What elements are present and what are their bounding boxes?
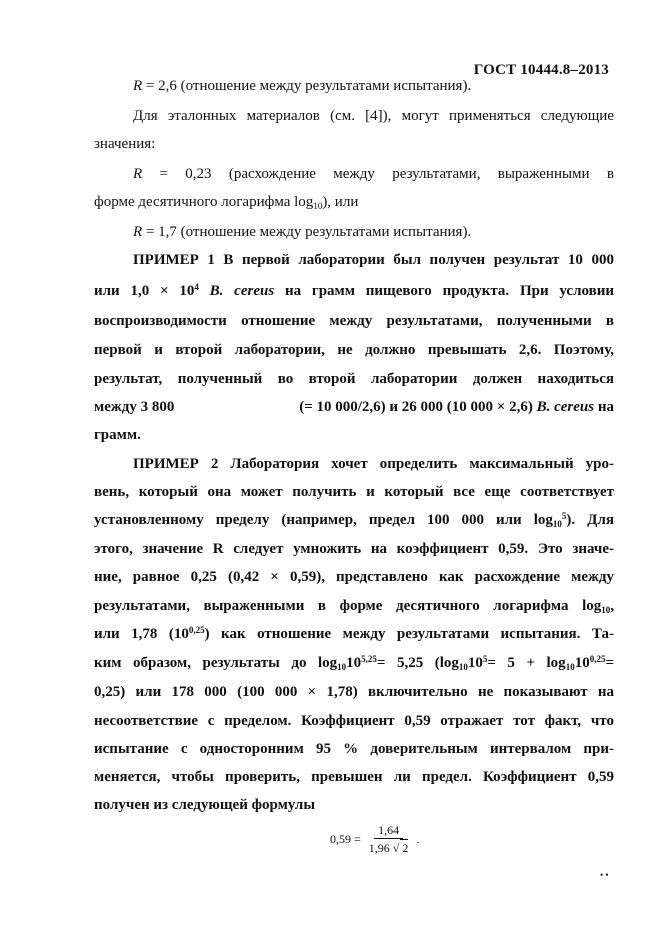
subscript: 10	[458, 662, 468, 672]
r-variable: R	[133, 166, 143, 182]
formula-numerator: 1,64	[374, 822, 403, 839]
text-span: ). Для	[566, 512, 614, 528]
example2-line5: ние, равное 0,25 (0,42 × 0,59), представлено как расхождение между	[94, 569, 614, 585]
example1-line4: первой и второй лаборатории, не должно превышать 2,6. Поэтому,	[94, 342, 614, 358]
example2-line12: меняется, чтобы проверить, превышен ли предел. Коэффициент 0,59	[94, 769, 614, 785]
example1-line3: воспроизводимости отношение между результатами, полученными в	[94, 313, 614, 329]
r-variable: R	[133, 224, 143, 240]
example2-line6	[94, 598, 614, 615]
paragraph-r-log-line1	[133, 166, 614, 183]
text-span: между 3 800	[94, 399, 175, 415]
example1-line1: ПРИМЕР 1 В первой лаборатории был получен результат 10 000	[133, 252, 614, 268]
example2-line4: этого, значение R следует умножить на коэффициент 0,59. Это значе-	[94, 541, 614, 557]
subscript: 10	[337, 662, 347, 672]
example1-line5: результат, полученный во второй лаборатории должен находиться	[94, 371, 614, 387]
example2-line13: получен из следующей формулы	[94, 797, 316, 813]
text-span: = 1,7 (отношение между результатами испытания).	[142, 224, 472, 240]
text-span: на грамм пищевого продукта. При условии	[274, 283, 615, 299]
text-span: = 5,25 (log	[376, 655, 459, 671]
coefficient-formula	[330, 822, 419, 856]
text-span: установленному пределу (например, предел 100 000 или log	[94, 512, 553, 528]
example2-line1: ПРИМЕР 2 Лаборатория хочет определить максимальный уро-	[133, 456, 614, 472]
example2-line9: 0,25) или 178 000 (100 000 × 1,78) включительно не показывают на	[94, 684, 614, 700]
text-span: =	[605, 655, 614, 671]
formula-lhs: 0,59 =	[330, 831, 361, 846]
example1-line6	[94, 399, 614, 416]
page-number-fragment: • •	[600, 870, 609, 880]
example2-line11: испытание с односторонним 95 % доверительным интервалом при-	[94, 741, 614, 757]
example2-line7	[94, 626, 614, 643]
text-span: (= 10 000/2,6) и 26 000 (10 000 × 2,6)	[299, 399, 537, 415]
text-span: форме десятичного логарифма log	[94, 194, 314, 210]
text-span: на	[594, 399, 614, 415]
superscript: 5	[482, 654, 488, 664]
sqrt-icon: √	[392, 841, 400, 855]
text-span: ), или	[322, 194, 359, 210]
paragraph-r-ratio-2	[133, 224, 614, 241]
formula-radicand: 2	[402, 841, 409, 855]
subscript: 10	[565, 662, 575, 672]
r-variable: R	[133, 78, 143, 94]
text-span: 10	[574, 655, 590, 671]
paragraph-reference-materials-line1: Для эталонных материалов (см. [4]), могут применяться следующие	[133, 108, 614, 124]
text-span: результатами, выраженными в форме десятичного логарифма log	[94, 598, 602, 614]
standard-header: ГОСТ 10444.8–2013	[473, 62, 609, 78]
superscript: 5	[561, 511, 567, 521]
example2-line10: несоответствие с пределом. Коэффициент 0,59 отражает тот факт, что	[94, 713, 614, 729]
text-span: = 2,6 (отношение между результатами испытания).	[142, 78, 472, 94]
subscript: 10	[601, 605, 611, 615]
text-span: или 1,78 (10	[94, 626, 189, 642]
superscript: 4	[194, 282, 199, 292]
formula-fraction	[365, 822, 413, 856]
species-name: B. cereus	[198, 283, 275, 299]
paragraph-r-ratio-1	[133, 78, 614, 95]
superscript: 0,25	[188, 625, 205, 635]
formula-denominator	[365, 839, 413, 856]
text-span: 10	[346, 655, 362, 671]
example1-line7: грамм.	[94, 427, 141, 443]
text-span: ) как отношение между результатами испытания. Та-	[204, 626, 614, 642]
formula-period: .	[416, 831, 420, 846]
text-span: = 5 + log	[487, 655, 566, 671]
superscript: 5,25	[361, 654, 377, 664]
text-span: ким образом, результаты до log	[94, 655, 338, 671]
example2-line8	[94, 655, 614, 672]
paragraph-reference-materials-line2: значения:	[94, 136, 156, 152]
example2-line2: вень, который она может получить и который все еще соответствует	[94, 484, 614, 500]
text-span: 10	[467, 655, 483, 671]
species-name: B. cereus	[536, 399, 595, 415]
text-span: ,	[610, 598, 614, 614]
superscript: 0,25	[589, 654, 606, 664]
text-span: = 0,23 (расхождение между результатами, выраженными в	[142, 166, 614, 182]
example1-line2	[94, 283, 614, 300]
subscript: 10	[313, 201, 323, 211]
paragraph-r-log-line2	[94, 194, 614, 211]
example2-line3	[94, 512, 614, 529]
text-span: или 1,0 × 10	[94, 283, 195, 299]
text-span: 1,96	[368, 841, 393, 855]
subscript: 10	[552, 519, 562, 529]
